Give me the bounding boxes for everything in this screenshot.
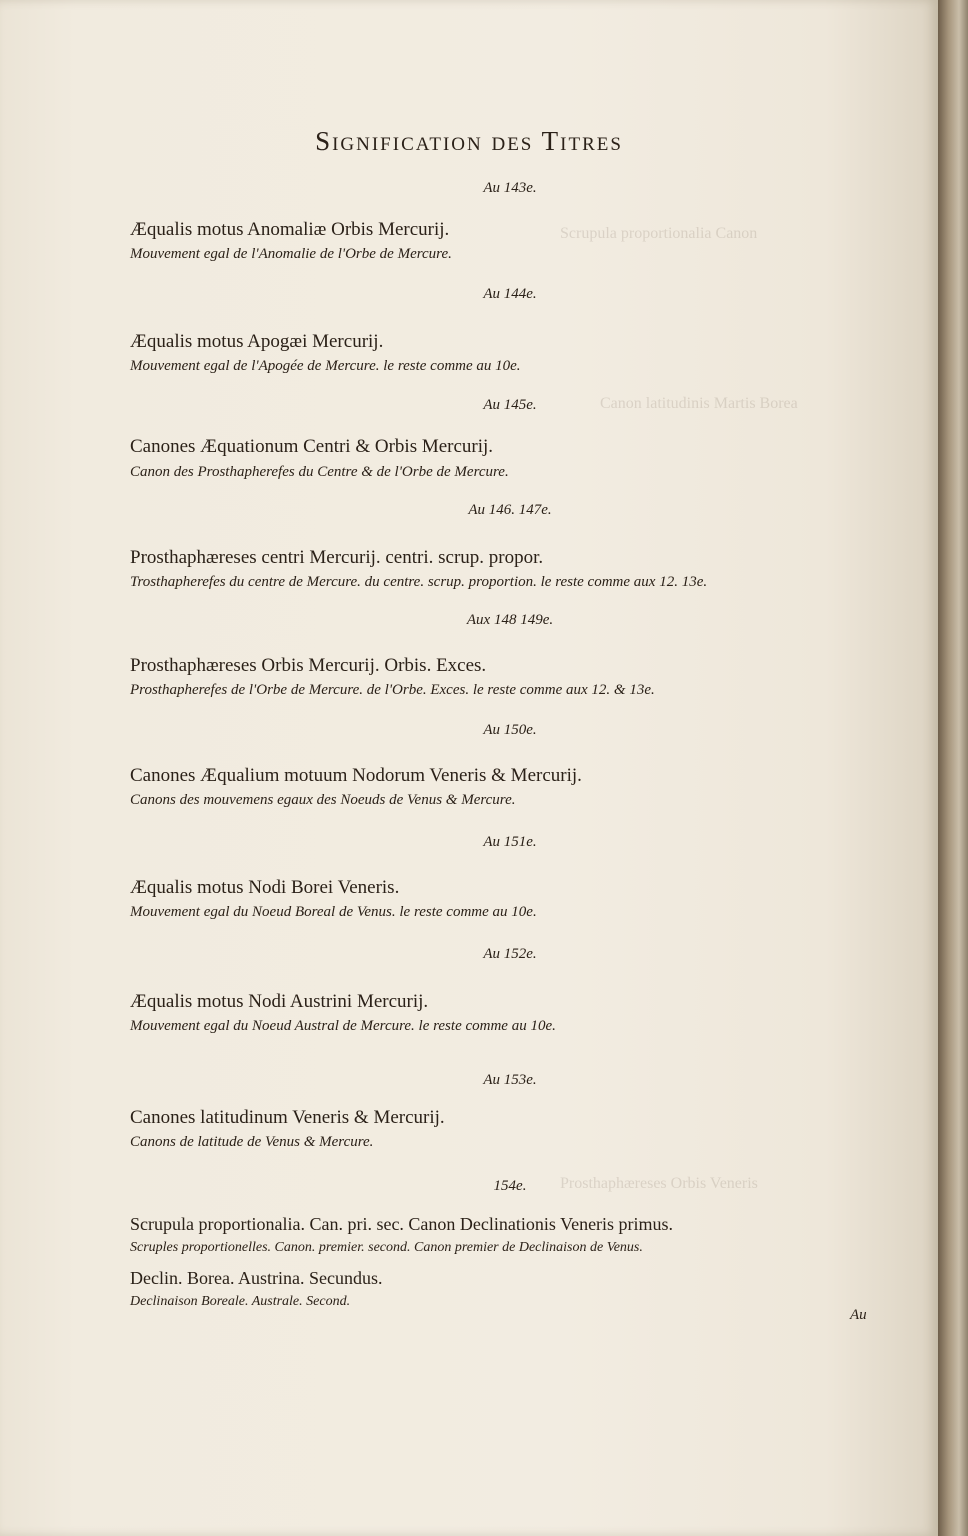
french-translation: Canon des Prosthapherefes du Centre & de l'Orbe de Mercure. xyxy=(130,464,509,480)
page-title: Signification des Titres xyxy=(315,126,623,156)
latin-title: Æqualis motus Nodi Borei Veneris. xyxy=(130,877,400,898)
latin-title: Æqualis motus Apogæi Mercurij. xyxy=(130,331,384,352)
french-translation: Canons de latitude de Venus & Mercure. xyxy=(130,1134,374,1150)
latin-title: Canones Æquationum Centri & Orbis Mercurij. xyxy=(130,436,494,457)
catchword: Au xyxy=(850,1307,867,1323)
bleed-through-text: Canon latitudinis Martis Borea xyxy=(600,395,798,412)
latin-title: Canones latitudinum Veneris & Mercurij. xyxy=(130,1107,445,1128)
latin-title: Prosthaphæreses Orbis Mercurij. Orbis. Exces. xyxy=(130,655,487,676)
section-header: Au 153e. xyxy=(483,1072,537,1088)
latin-title: Canones Æqualium motuum Nodorum Veneris & Mercurij. xyxy=(130,765,582,786)
section-header: Au 144e. xyxy=(483,286,537,302)
section-header: 154e. xyxy=(493,1178,527,1194)
latin-title: Scrupula proportionalia. Can. pri. sec. Canon Declinationis Veneris primus. xyxy=(130,1214,674,1234)
latin-title-continued: Declin. Borea. Austrina. Secundus. xyxy=(130,1268,383,1288)
french-translation: Scruples proportionelles. Canon. premier. second. Canon premier de Declinaison de Venus. xyxy=(130,1240,643,1255)
section-header: Au 146. 147e. xyxy=(468,502,552,518)
section-header: Au 152e. xyxy=(483,946,537,962)
section-header: Au 151e. xyxy=(483,834,537,850)
section-header: Au 150e. xyxy=(483,722,537,738)
french-translation: Canons des mouvemens egaux des Noeuds de Venus & Mercure. xyxy=(130,792,516,808)
bleed-through-text: Scrupula proportionalia Canon xyxy=(560,225,758,242)
latin-title: Æqualis motus Nodi Austrini Mercurij. xyxy=(130,991,429,1012)
latin-title: Prosthaphæreses centri Mercurij. centri. scrup. propor. xyxy=(130,547,544,568)
latin-title: Æqualis motus Anomaliæ Orbis Mercurij. xyxy=(130,219,450,240)
french-translation: Mouvement egal de l'Apogée de Mercure. le reste comme au 10e. xyxy=(130,358,521,374)
french-translation-continued: Declinaison Boreale. Australe. Second. xyxy=(130,1294,351,1309)
section-header: Aux 148 149e. xyxy=(466,612,554,628)
section-header: Au 143e. xyxy=(483,180,537,196)
bleed-through-text: Prosthaphæreses Orbis Veneris xyxy=(560,1175,758,1192)
adjacent-page-edge xyxy=(938,0,968,1536)
section-header: Au 145e. xyxy=(483,397,537,413)
french-translation: Trosthapherefes du centre de Mercure. du centre. scrup. proportion. le reste comme aux 12. 13e. xyxy=(130,574,708,590)
french-translation: Mouvement egal du Noeud Austral de Mercure. le reste comme au 10e. xyxy=(130,1018,556,1034)
french-translation: Prosthapherefes de l'Orbe de Mercure. de l'Orbe. Exces. le reste comme aux 12. & 13e. xyxy=(130,682,655,698)
french-translation: Mouvement egal du Noeud Boreal de Venus. le reste comme au 10e. xyxy=(130,904,537,920)
french-translation: Mouvement egal de l'Anomalie de l'Orbe de Mercure. xyxy=(130,246,452,262)
